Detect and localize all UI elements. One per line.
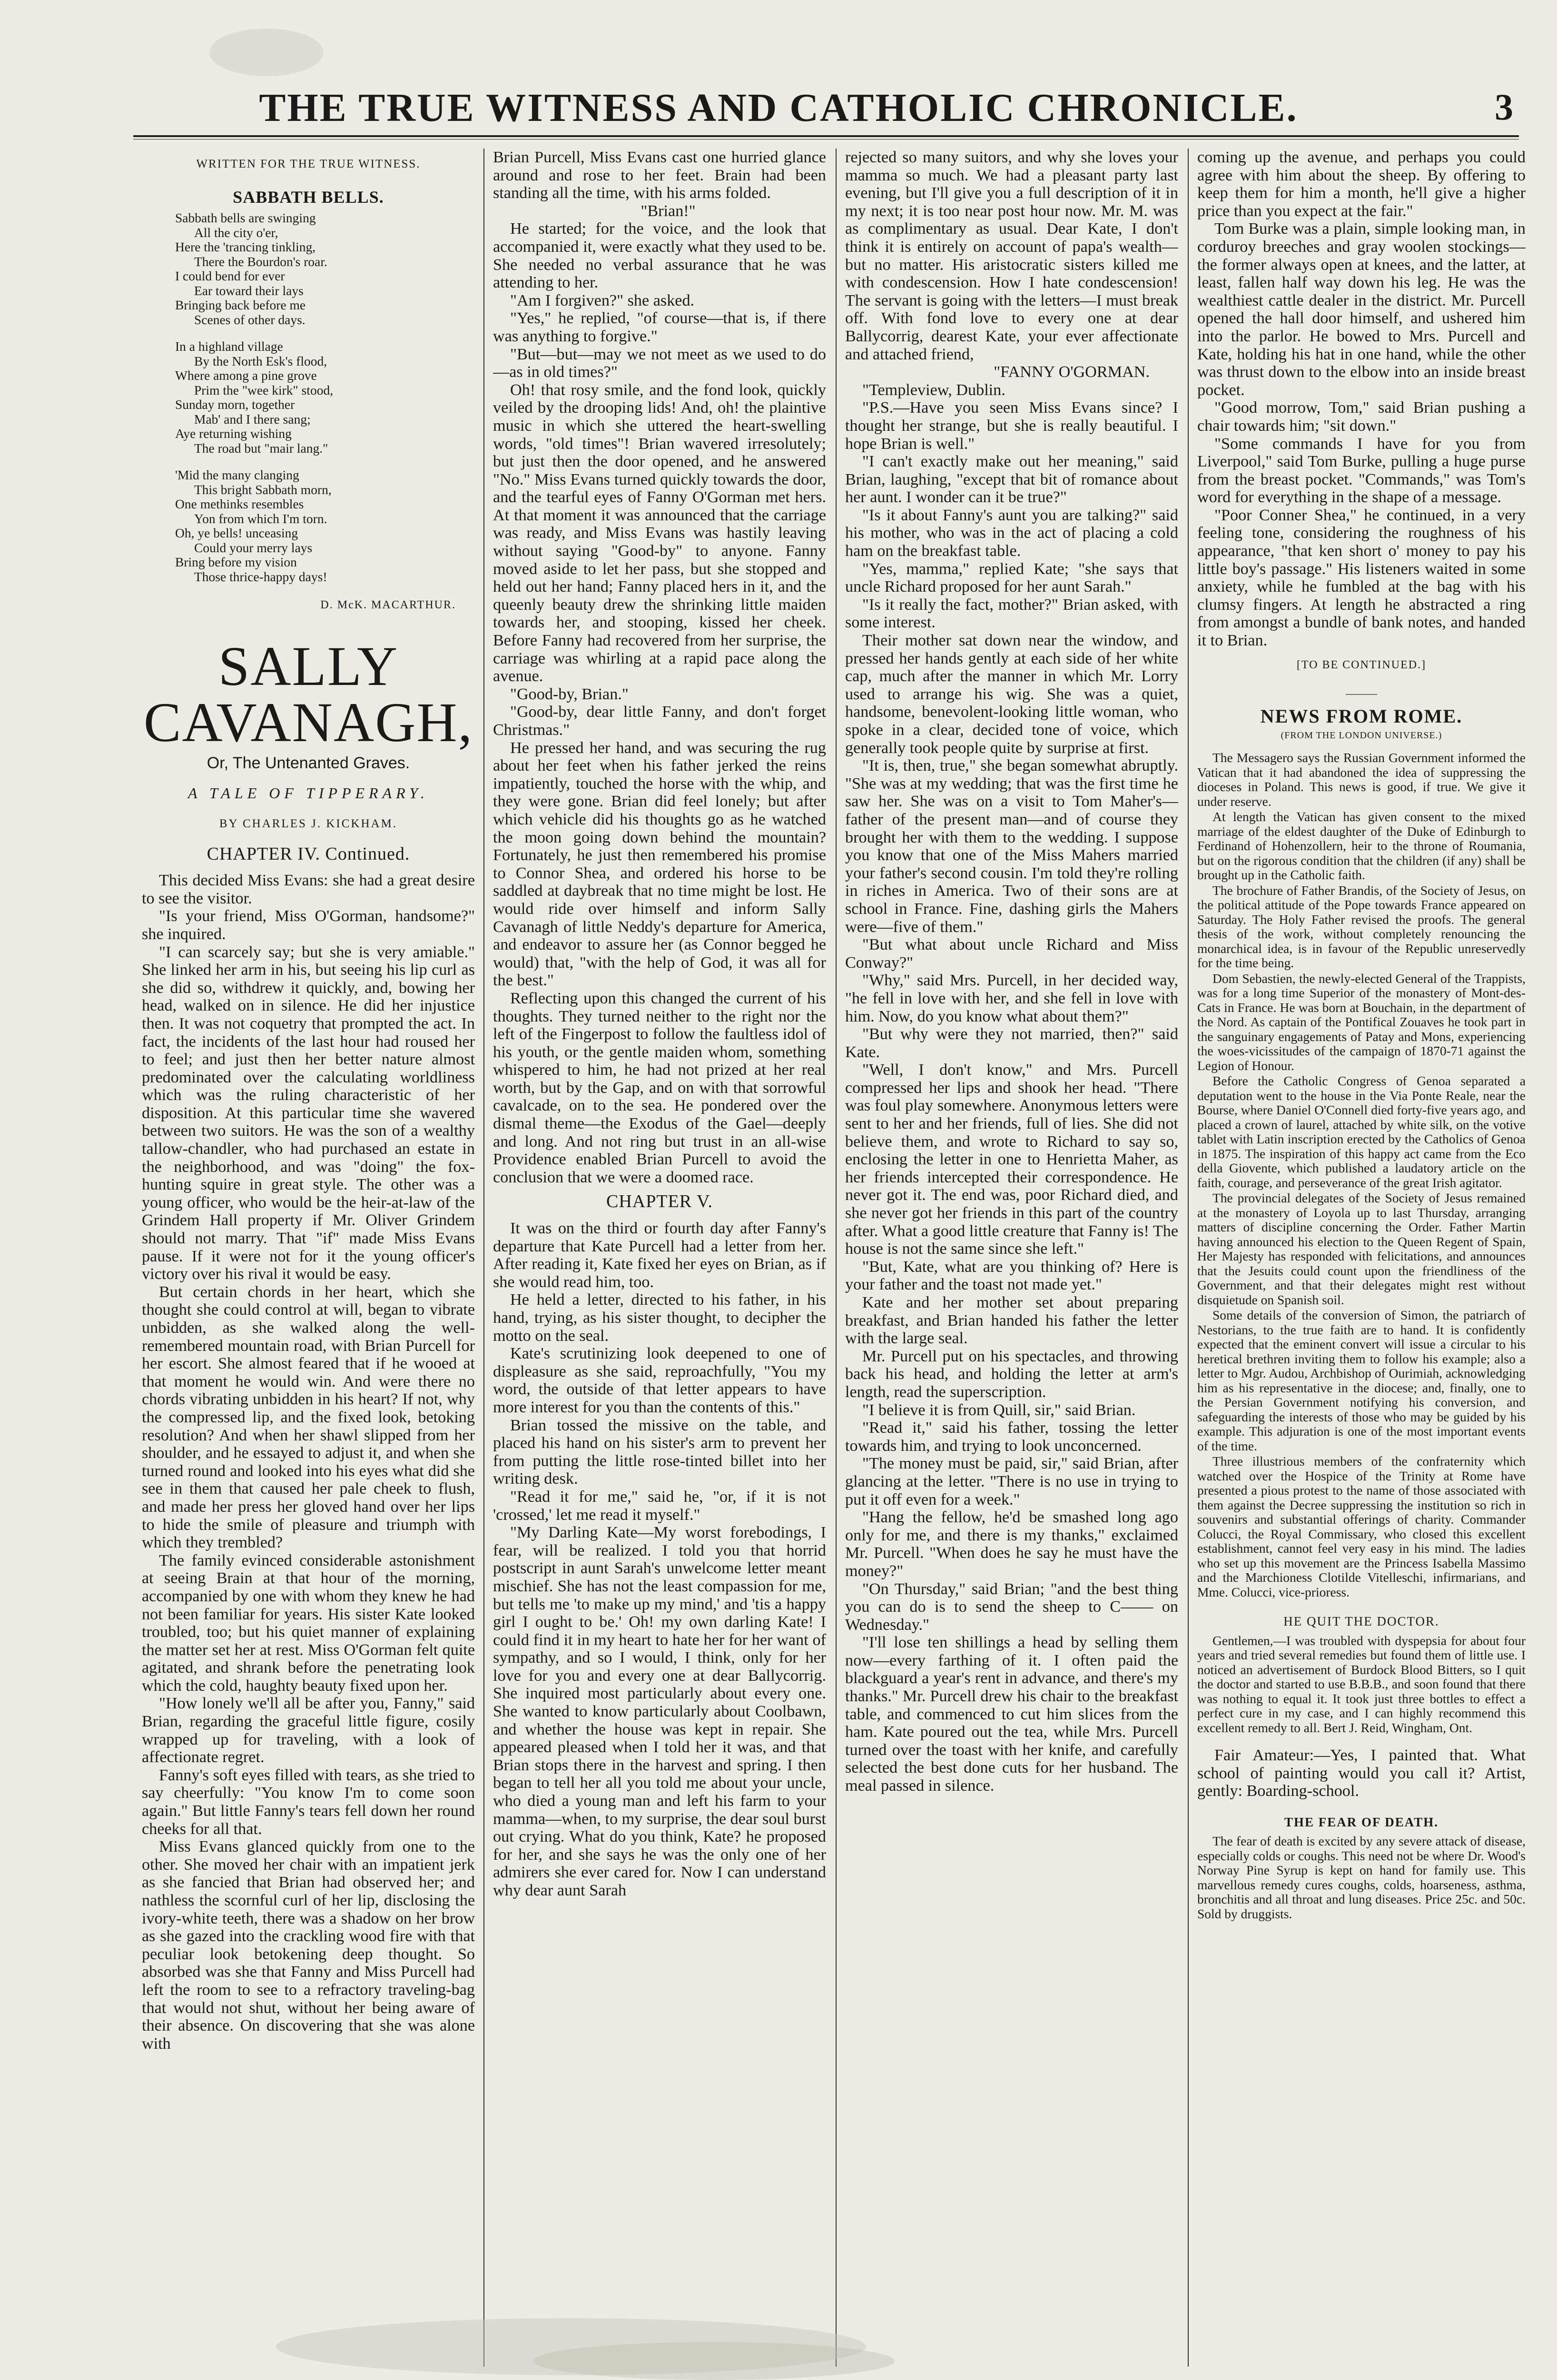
article-paragraph: Mr. Purcell put on his spectacles, and throwing back his head, and holding the letter at arm's length, read the superscription. bbox=[845, 1347, 1178, 1401]
advert-heading: HE QUIT THE DOCTOR. bbox=[1283, 1614, 1439, 1628]
poem-line: Bring before my vision bbox=[175, 555, 297, 570]
poem-line: Oh, ye bells! unceasing bbox=[175, 526, 298, 541]
poem-line: Yon from which I'm torn. bbox=[194, 511, 327, 526]
chapter-heading: CHAPTER IV. Continued. bbox=[207, 843, 410, 864]
poem-signature: D. McK. MACARTHUR. bbox=[320, 599, 456, 612]
article-paragraph: But certain chords in her heart, which she thought she could control at will, began to vibrate unbidden, as she walked along the well-remembered mountain road, with Brian Purcell for her escort. She almost feared that if he wooed at that moment he would win. And were there no chords vibrating unbidden in his heart? If not, why the compressed lip, and the fixed look, betoking resolution? And when her shawl slipped from her shoulder, and he essayed to adjust it, and when she turned round and looked into his eyes what did she see in them that caused her pale cheek to flush, and made her press her gloved hand over her lips to hide the smile of pleasure and triumph with which they trembled? bbox=[142, 1283, 475, 1552]
article-paragraph: "But why were they not married, then?" said Kate. bbox=[845, 1025, 1178, 1061]
page-number: 3 bbox=[1495, 86, 1513, 128]
article-paragraph: Kate's scrutinizing look deepened to one of displeasure as she said, reproachfully, "You my word, the outside of that letter appears to have more interest for you than the contents of this." bbox=[493, 1345, 826, 1416]
advert bbox=[1197, 1834, 1526, 1921]
news-item: Before the Catholic Congress of Genoa separated a deputation went to the house in the Via Ponte Reale, near the Bourse, where Daniel O'Connell died forty-five years ago, and placed a crown of laurel, attached by white silk, on the votive tablet with Latin inscription erected by the Catholics of Genoa in 1875. The inspiration of this happy act came from the Eco della Giovente, which published a laudatory article on the faith, courage, and perseverance of the great Irish agitator. bbox=[1197, 1073, 1526, 1190]
article-paragraph: The family evinced considerable astonishment at seeing Brain at that hour of the morning, accompanied by one with whom they knew he had not been familiar for years. His sister Kate looked troubled, too; but his quiet manner of explaining the matter set her at rest. Miss O'Gorman felt quite agitated, and shrank before the penetrating look which the cold, haughty beauty fixed upon her. bbox=[142, 1551, 475, 1695]
poem-stanza bbox=[175, 339, 475, 456]
article-paragraph: Miss Evans glanced quickly from one to the other. She moved her chair with an impatient jerk as she fancied that Brian had observed her; and nathless the scornful curl of her lip, disclosing the ivory-white teeth, there was a shadow on her brow as she gazed into the crackling wood fire with that peculiar look betokening deep thought. So absorbed was she that Fanny and Miss Purcell had left the room to see to a refractory traveling-bag that would not shut, without her being aware of their absence. On discovering that she was alone with bbox=[142, 1838, 475, 2053]
article-paragraph: "Some commands I have for you from Liverpool," said Tom Burke, pulling a huge purse from the breast pocket. "Commands," was Tom's word for everything in the shape of a message. bbox=[1197, 435, 1526, 506]
article-paragraph: "Is your friend, Miss O'Gorman, handsome?" she inquired. bbox=[142, 907, 475, 943]
article-paragraph: "Why," said Mrs. Purcell, in her decided way, "he fell in love with her, and she fell in love with him. Now, do you know what about them?" bbox=[845, 972, 1178, 1025]
article-paragraph: "How lonely we'll all be after you, Fanny," said Brian, regarding the graceful little figure, cosily wrapped up for traveling, with a look of affectionate regret. bbox=[142, 1695, 475, 1766]
article-paragraph: "P.S.—Have you seen Miss Evans since? I thought her strange, but she is really beautiful. I hope Brian is well." bbox=[845, 399, 1178, 453]
story-tagline: A TALE OF TIPPERARY. bbox=[188, 784, 429, 802]
article-paragraph: "Is it about Fanny's aunt you are talking?" said his mother, who was in the act of placing a cold ham on the breakfast table. bbox=[845, 506, 1178, 560]
article-paragraph: "Good-by, Brian." bbox=[510, 685, 629, 703]
news-item: The brochure of Father Brandis, of the Society of Jesus, on the political attitude of the Pope towards France appeared on Saturday. The Holy Father revised the proofs. The general thesis of the work, without completely renouncing the monarchical idea, is in favour of the Republic unreservedly for the time being. bbox=[1197, 883, 1526, 970]
poem-title: SABBATH BELLS. bbox=[233, 187, 384, 207]
article-paragraph: "I can't exactly make out her meaning," said Brian, laughing, "except that bit of romance about her aunt. I wonder can it be true?" bbox=[845, 453, 1178, 506]
article-paragraph: "Well, I don't know," and Mrs. Purcell compressed her lips and shook her head. "There was foul play somewhere. Anonymous letters were sent to her and her friends, full of lies. She did not believe them, and wrote to Richard to say so, enclosing the letter in one to Henrietta Maher, as her friends intercepted their correspondence. He never got it. The end was, poor Richard died, and she never got her friends in this part of the country after. What a good little creature that Fanny is! The house is not the same since she left." bbox=[845, 1061, 1178, 1258]
advert-text: Gentlemen,—I was troubled with dyspepsia for about four years and tried several remedies but found them of little use. I noticed an advertisement of Burdock Blood Bitters, so I quit the doctor and started to use B.B.B., and soon found that there was nothing to equal it. It took just three bottles to effect a perfect cure in my case, and I can highly recommend this excellent remedy to all. Bert J. Reid, Wingham, Ont. bbox=[1197, 1633, 1526, 1735]
news-source: (FROM THE LONDON UNIVERSE.) bbox=[1281, 730, 1442, 741]
article-paragraph: "Hang the fellow, he'd be smashed long ago only for me, and there is my thanks," exclaimed Mr. Purcell. "When does he say he must have the money?" bbox=[845, 1508, 1178, 1580]
article-paragraph: "I can scarcely say; but she is very amiable." She linked her arm in his, but seeing his lip curl as she did so, withdrew it quickly, and, bowing her head, walked on in silence. He did her injustice then. It was not coquetry that prompted the act. In fact, the incidents of the last hour had roused her to feel; and just then her better nature almost predominated over the calculating worldliness which was the ruling characteristic of her disposition. At this particular time she wavered between two suitors. He was the son of a wealthy tallow-chandler, who had purchased an estate in the neighborhood, and was "doing" the fox-hunting squire in great style. The other was a young officer, who would be the heir-at-law of the Grindem Hall property if Mr. Oliver Grindem should not marry. That "if" made Miss Evans pause. If it were not for it the young officer's victory over his rival it would be easy. bbox=[142, 943, 475, 1283]
chapter-heading: CHAPTER V. bbox=[606, 1191, 713, 1212]
column-4 bbox=[1197, 149, 1526, 2367]
poem-line: Where among a pine grove bbox=[175, 368, 317, 383]
article-paragraph: coming up the avenue, and perhaps you could agree with him about the sheep. By offering to keep them for him a month, he'll give a higher price than you expect at the fair." bbox=[1197, 149, 1526, 220]
letter-signature: "FANNY O'GORMAN. bbox=[994, 363, 1150, 381]
article-paragraph: rejected so many suitors, and why she loves your mamma so much. We had a pleasant party last evening, but I'll give you a full description of it in my next; it is too near post hour now. Mr. M. was as complimentary as usual. Dear Kate, I don't think it is entirely on account of papa's wealth—but no matter. His aristocratic sisters killed me with condescension. How I hate condescension! The servant is going with the letters—I must break off. With fond love to every one at dear Ballycorrig, dearest Kate, your ever affectionate and attached friend, bbox=[845, 149, 1178, 363]
poem-line: Bringing back before me bbox=[175, 298, 306, 313]
article-paragraph: Brian tossed the missive on the table, and placed his hand on his sister's arm to prevent her from putting the little rose-tinted billet into her writing desk. bbox=[493, 1416, 826, 1488]
column-3 bbox=[845, 149, 1178, 2367]
article-paragraph: It was on the third or fourth day after Fanny's departure that Kate Purcell had a letter from her. After reading it, Kate fixed her eyes on Brian, as if she would read him, too. bbox=[493, 1220, 826, 1291]
article-paragraph: He held a letter, directed to his father, in his hand, trying, as his sister thought, to decipher the motto on the seal. bbox=[493, 1291, 826, 1345]
column-1 bbox=[142, 149, 475, 2367]
article-paragraph: "Read it for me," said he, "or, if it is not 'crossed,' let me read it myself." bbox=[493, 1488, 826, 1524]
article-paragraph: This decided Miss Evans: she had a great desire to see the visitor. bbox=[142, 872, 475, 907]
letter-place: "Templeview, Dublin. bbox=[862, 381, 1005, 399]
poem-line: Ear toward their lays bbox=[194, 283, 304, 298]
story-title: SALLY CAVANAGH, bbox=[143, 635, 473, 754]
news-items bbox=[1197, 751, 1526, 1599]
news-item: Dom Sebastien, the newly-elected General of the Trappists, was for a long time Superior of the monastery of Mont-des-Cats in France. He was born at Bouchain, in the department of the Nord. As captain of the Pontifical Zouaves he took part in the sanguinary engagements of Patay and Mons, experiencing the woes-vicissitudes of the campaign of 1870-71 against the Legion of Honour. bbox=[1197, 971, 1526, 1073]
poem-line: There the Bourdon's roar. bbox=[194, 254, 327, 269]
article-paragraph: "I believe it is from Quill, sir," said Brian. bbox=[862, 1401, 1136, 1419]
poem-stanza bbox=[175, 468, 475, 584]
poem-line: Could your merry lays bbox=[194, 540, 313, 555]
poem-line: Mab' and I there sang; bbox=[194, 411, 311, 426]
article-paragraph: "On Thursday," said Brian; "and the best thing you can do is to send the sheep to C—— on Wednesday." bbox=[845, 1580, 1178, 1634]
article-paragraph: He pressed her hand, and was securing the rug about her feet when his father jerked the reins impatiently, touched the horse with the whip, and they were gone. Brian did feel lonely; but after which vehicle did his thoughts go as he watched the moon going down behind the mountain? Fortunately, he just then remembered his promise to Connor Shea, and ordered his horse to be saddled at daybreak that no time might be lost. He would ride over himself and inform Sally Cavanagh of little Neddy's departure for America, and endeavor to assure her (as Connor begged he would) that, "with the help of God, it was all for the best." bbox=[493, 739, 826, 990]
article-paragraph: "Read it," said his father, tossing the letter towards him, and trying to look unconcerned. bbox=[845, 1419, 1178, 1455]
article-paragraph: "Good-by, dear little Fanny, and don't forget Christmas." bbox=[493, 703, 826, 739]
article-paragraph: He started; for the voice, and the look that accompanied it, were exactly what they used to be. She needed no verbal assurance that he was attending to her. bbox=[493, 220, 826, 292]
poem-line: By the North Esk's flood, bbox=[194, 353, 327, 368]
article-paragraph: "But—but—may we not meet as we used to do—as in old times?" bbox=[493, 345, 826, 381]
article-paragraph: "But what about uncle Richard and Miss Conway?" bbox=[845, 936, 1178, 972]
masthead bbox=[0, 0, 1557, 143]
story-subtitle: Or, The Untenanted Graves. bbox=[207, 754, 410, 772]
poem-line: All the city o'er, bbox=[194, 225, 278, 240]
joke-text: Fair Amateur:—Yes, I painted that. What school of painting would you call it? Artist, gently: Boarding-school. bbox=[1197, 1746, 1526, 1800]
poem-line: I could bend for ever bbox=[175, 268, 285, 284]
poem-line: One methinks resembles bbox=[175, 496, 304, 512]
article-paragraph: Oh! that rosy smile, and the fond look, quickly veiled by the drooping lids! And, oh! the plaintive music in which she uttered the heart-swelling words, "old times"! Brian wavered irresolutely; but just then the door opened, and he answered "No." Miss Evans turned quickly towards the door, and the tearful eyes of Fanny O'Gorman met hers. At that moment it was announced that the carriage was ready, and Miss Evans was hastily leaving without saying "Good-by" to anyone. Fanny moved aside to let her pass, but she stopped and held out her hand; Fanny placed hers in it, and the queenly beauty drew the shrinking little maiden towards her, and stooping, kissed her cheek. Before Fanny had recovered from her surprise, the carriage was whirling at a rapid pace along the avenue. bbox=[493, 381, 826, 685]
article-paragraph: "Brian!" bbox=[641, 202, 696, 220]
article-paragraph: "My Darling Kate—My worst forebodings, I fear, will be realized. I told you that horrid postscript in aunt Sarah's unwelcome letter meant mischief. She has not the least compassion for me, but tells me 'to make up my mind,' and 'tis a happy girl I ought to be.' Oh! my own darling Kate! I could find it in my heart to hate her for her want of sympathy, and so I would, I think, only for her love for you and every one at dear Ballycorrig. She inquired most particularly about every one. She wanted to know particularly about Coolbawn, and whether the house was kept in repair. She appeared pleased when I told her it was, and that Brian stops there in the harvest and spring. I then began to tell her all you told me about your uncle, who died a young man and left his farm to your mamma—when, to my surprise, the dear soul burst out crying. What do you think, Kate? he proposed for her, and she says he was the only one of her admirers she ever cared for. Now I can understand why dear aunt Sarah bbox=[493, 1524, 826, 1899]
column-divider bbox=[483, 149, 484, 2367]
poem-stanza bbox=[175, 211, 475, 327]
news-item: The provincial delegates of the Society of Jesus remained at the monastery of Loyola up to last Thursday, arranging matters of discipline concerning the Order. Father Martin having announced his election to the Queen Regent of Spain, Her Majesty has responded with felicitations, and announces that the Jesuits could count upon the friendliness of the Government, and that their delegates might rest without disquietude on Spanish soil. bbox=[1197, 1190, 1526, 1307]
poem-line: This bright Sabbath morn, bbox=[194, 482, 332, 497]
article-paragraph: "Yes," he replied, "of course—that is, if there was anything to forgive." bbox=[493, 309, 826, 345]
news-item: The Messagero says the Russian Government informed the Vatican that it had abandoned the idea of suppressing the dioceses in Poland. This news is good, if true. We give it under reserve. bbox=[1197, 750, 1526, 809]
article-paragraph: Tom Burke was a plain, simple looking man, in corduroy breeches and gray woolen stockings—the former always open at knees, and the latter, at least, fallen half way down his leg. He was the wealthiest cattle dealer in the district. Mr. Purcell opened the hall door himself, and ushered him into the parlor. He bowed to Mrs. Purcell and Kate, holding his hat in one hand, while the other was thrust down to the elbow into an inside breast pocket. bbox=[1197, 220, 1526, 399]
article-paragraph: "It is, then, true," she began somewhat abruptly. "She was at my wedding; that was the first time he saw her. She was on a visit to Tom Maher's—father of the present man—and of course they brought her with them to the wedding. I suppose you know that one of the Miss Mahers married your father's second cousin. I'm told they're rolling in riches in America. Two of their sons are at school in France. Fine, dashing girls the Mahers were—five of them." bbox=[845, 757, 1178, 936]
poem-line: In a highland village bbox=[175, 339, 283, 354]
poem-line: 'Mid the many clanging bbox=[175, 467, 299, 483]
article-paragraph: "Is it really the fact, mother?" Brian asked, with some interest. bbox=[845, 595, 1178, 632]
poem-line: Those thrice-happy days! bbox=[194, 569, 327, 584]
news-heading: NEWS FROM ROME. bbox=[1260, 705, 1463, 727]
story-author: BY CHARLES J. KICKHAM. bbox=[219, 817, 398, 830]
article-paragraph: "Yes, mamma," replied Kate; "she says that uncle Richard proposed for her aunt Sarah." bbox=[845, 560, 1178, 596]
news-item: At length the Vatican has given consent to the mixed marriage of the eldest daughter of the Duke of Edinburgh to Ferdinand of Hohenzollern, heir to the throne of Roumania, but on the rigorous condition that the children (if any) shall be brought up in the Catholic faith. bbox=[1197, 809, 1526, 882]
advert-text: The fear of death is excited by any severe attack of disease, especially colds or coughs. This need not be where Dr. Wood's Norway Pine Syrup is kept on hand for family use. This marvellous remedy cures coughs, colds, hoarseness, asthma, bronchitis and all throat and lung diseases. Price 25c. and 50c. Sold by druggists. bbox=[1197, 1834, 1526, 1921]
newspaper-title: THE TRUE WITNESS AND CATHOLIC CHRONICLE. bbox=[259, 86, 1298, 130]
poem-line: The road but "mair lang." bbox=[194, 440, 328, 456]
column-2 bbox=[493, 149, 826, 2367]
column-divider bbox=[836, 149, 837, 2367]
article-paragraph: "I'll lose ten shillings a head by selling them now—every farthing of it. I often paid the blackguard a year's rent in advance, and there's my thanks." Mr. Purcell drew his chair to the breakfast table, and commenced to cut him slices from the ham. Kate poured out the tea, while Mrs. Purcell turned over the toast with her knife, and carefully selected the best done cuts for her husband. The meal passed in silence. bbox=[845, 1634, 1178, 1795]
poem bbox=[142, 211, 475, 584]
article-paragraph: "The money must be paid, sir," said Brian, after glancing at the letter. "There is no use in trying to put it off even for a week." bbox=[845, 1455, 1178, 1508]
article-paragraph: "Good morrow, Tom," said Brian pushing a chair towards him; "sit down." bbox=[1197, 399, 1526, 435]
news-item: Some details of the conversion of Simon, the patriarch of Nestorians, to the true faith are to hand. It is confidently expected that the eminent convert will issue a circular to his heretical brethren inviting them to follow his example; also a letter to Mgr. Audou, Archbishop of Ourimiah, acknowledging him as his representative in the diocese; and, finally, one to the Persian Government notifying his conversion, and safeguarding the interests of those who may be guided by his example. This adjuration is one of the most important events of the time. bbox=[1197, 1308, 1526, 1453]
article-paragraph: "Poor Conner Shea," he continued, in a very feeling tone, considering the roughness of his appearance, "that ken short o' money to pay his little boy's passage." His listeners waited in some anxiety, while he fumbled at the bag with his clumsy fingers. At length he abstracted a ring from amongst a bundle of bank notes, and handed it to Brian. bbox=[1197, 506, 1526, 650]
poem-line: Here the 'trancing tinkling, bbox=[175, 239, 316, 255]
article-paragraph: "But, Kate, what are you thinking of? Here is your father and the toast not made yet." bbox=[845, 1258, 1178, 1294]
article-paragraph: Kate and her mother set about preparing breakfast, and Brian handed his father the letter with the large seal. bbox=[845, 1294, 1178, 1348]
continued-note: [TO BE CONTINUED.] bbox=[1296, 658, 1427, 671]
article-paragraph: "Am I forgiven?" she asked. bbox=[510, 291, 695, 309]
advert bbox=[1197, 1634, 1526, 1735]
news-item: Three illustrious members of the confraternity which watched over the Hospice of the Trinity at Rome have presented a pious protest to the name of those associated with them against the Decree suppressing the institution so rich in souvenirs and substantial offerings of charity. Commander Colucci, the Royal Commissary, who closed this excellent establishment, cannot feel very easy in his mind. The ladies who set up this movement are the Princess Isabella Massimo and the Marchioness Clotilde Vitelleschi, infirmarians, and Mme. Colucci, vice-prioress. bbox=[1197, 1454, 1526, 1599]
article-paragraph: Their mother sat down near the window, and pressed her hands gently at each side of her white cap, much after the manner in which Mr. Lorry used to arrange his wig. She was a quiet, handsome, benevolent-looking little woman, who spoke in a clear, decided tone of voice, which generally took people quite by surprise at first. bbox=[845, 632, 1178, 757]
article-paragraph: Brian Purcell, Miss Evans cast one hurried glance around and rose to her feet. Brain had been standing all the time, with his arms folded. bbox=[493, 149, 826, 202]
poem-line: Sabbath bells are swinging bbox=[175, 210, 316, 226]
poem-line: Sunday morn, together bbox=[175, 397, 295, 412]
advert-heading: THE FEAR OF DEATH. bbox=[1284, 1815, 1439, 1829]
column-divider bbox=[1188, 149, 1189, 2367]
article-paragraph: Reflecting upon this changed the current of his thoughts. They turned neither to the right nor the left of the Fingerpost to follow the faultless idol of his youth, or the gentle maiden whom, something whispered to him, he had not prized at her real worth, but by the Gap, and on with that sorrowful cavalcade, on to the sea. He pondered over the dismal theme—the Exodus of the Gael—deeply and long. And not ring but trust in an all-wise Providence enabled Brian Purcell to avoid the conclusion that we were a doomed race. bbox=[493, 989, 826, 1186]
poem-kicker: WRITTEN FOR THE TRUE WITNESS. bbox=[196, 158, 421, 170]
poem-line: Scenes of other days. bbox=[194, 312, 305, 327]
poem-line: Prim the "wee kirk" stood, bbox=[194, 382, 334, 397]
joke bbox=[1197, 1746, 1526, 1800]
poem-line: Aye returning wishing bbox=[175, 426, 292, 441]
section-divider: ——— bbox=[1346, 687, 1377, 700]
article-paragraph: Fanny's soft eyes filled with tears, as she tried to say cheerfully: "You know I'm to come soon again." But little Fanny's tears fell down her round cheeks for all that. bbox=[142, 1766, 475, 1838]
masthead-rule bbox=[133, 135, 1519, 137]
